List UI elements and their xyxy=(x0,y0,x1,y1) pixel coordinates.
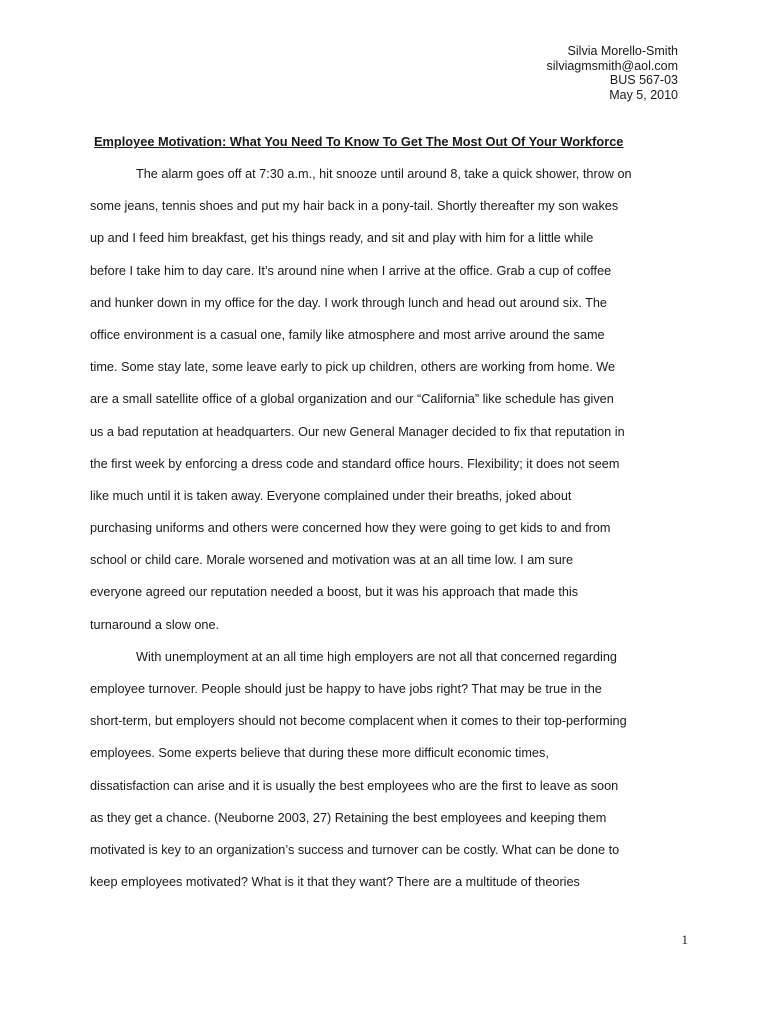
paragraph-1-line-11: like much until it is taken away. Everyone complained under their breaths, joked about xyxy=(90,488,572,503)
paragraph-1-line-9: us a bad reputation at headquarters. Our new General Manager decided to fix that reputation in xyxy=(90,424,625,439)
paragraph-2-line-6: as they get a chance. (Neuborne 2003, 27) Retaining the best employees and keeping them xyxy=(90,810,607,825)
paragraph-1-line-13: school or child care. Morale worsened and motivation was at an all time low. I am sure xyxy=(90,553,574,568)
paragraph-1-line-2: some jeans, tennis shoes and put my hair back in a pony-tail. Shortly thereafter my son wakes xyxy=(90,199,619,214)
paragraph-1-line-4: before I take him to day care. It’s around nine when I arrive at the office. Grab a cup of coffee xyxy=(90,263,612,278)
paragraph-2-line-2: employee turnover. People should just be happy to have jobs right? That may be true in the xyxy=(90,682,602,696)
paragraph-1-line-8: are a small satellite office of a global organization and our “California” like schedule has given xyxy=(90,392,614,407)
paragraph-1-line-12: purchasing uniforms and others were concerned how they were going to get kids to and from xyxy=(90,521,611,536)
paragraph-1-line-15: turnaround a slow one. xyxy=(90,617,220,632)
page-number: 1 xyxy=(681,932,688,947)
paragraph-1-line-14: everyone agreed our reputation needed a boost, but it was his approach that made this xyxy=(90,585,579,600)
course-code: BUS 567-03 xyxy=(609,73,678,87)
paragraph-1-line-5: and hunker down in my office for the day. I work through lunch and head out around six. The xyxy=(90,295,607,310)
paragraph-2-line-7: motivated is key to an organization’s success and turnover can be costly. What can be done to xyxy=(90,842,620,857)
author-header xyxy=(378,44,678,102)
paragraph-2-line-5: dissatisfaction can arise and it is usually the best employees who are the first to leave as soon xyxy=(90,778,619,793)
author-email: silviagmsmith@aol.com xyxy=(546,58,678,73)
paragraph-2-line-3: short-term, but employers should not become complacent when it comes to their top-performing xyxy=(90,714,627,729)
paragraph-1-line-6: office environment is a casual one, family like atmosphere and most arrive around the same xyxy=(90,327,605,342)
page-title: Employee Motivation: What You Need To Know To Get The Most Out Of Your Workforce xyxy=(94,134,624,149)
paragraph-2-line-4: employees. Some experts believe that during these more difficult economic times, xyxy=(90,746,549,761)
author-name: Silvia Morello-Smith xyxy=(567,44,678,58)
paragraph-2-line-1: With unemployment at an all time high employers are not all that concerned regarding xyxy=(136,649,617,664)
paper-date: May 5, 2010 xyxy=(609,87,678,102)
paragraph-1-line-1: The alarm goes off at 7:30 a.m., hit snooze until around 8, take a quick shower, throw on xyxy=(136,167,632,181)
body-text xyxy=(90,165,690,905)
paragraph-1-line-7: time. Some stay late, some leave early to pick up children, others are working from home. We xyxy=(90,360,616,375)
paragraph-1-line-3: up and I feed him breakfast, get his things ready, and sit and play with him for a little while xyxy=(90,231,594,246)
paragraph-1-line-10: the first week by enforcing a dress code and standard office hours. Flexibility; it does not seem xyxy=(90,456,620,471)
paragraph-2-line-8: keep employees motivated? What is it that they want? There are a multitude of theories xyxy=(90,875,580,890)
